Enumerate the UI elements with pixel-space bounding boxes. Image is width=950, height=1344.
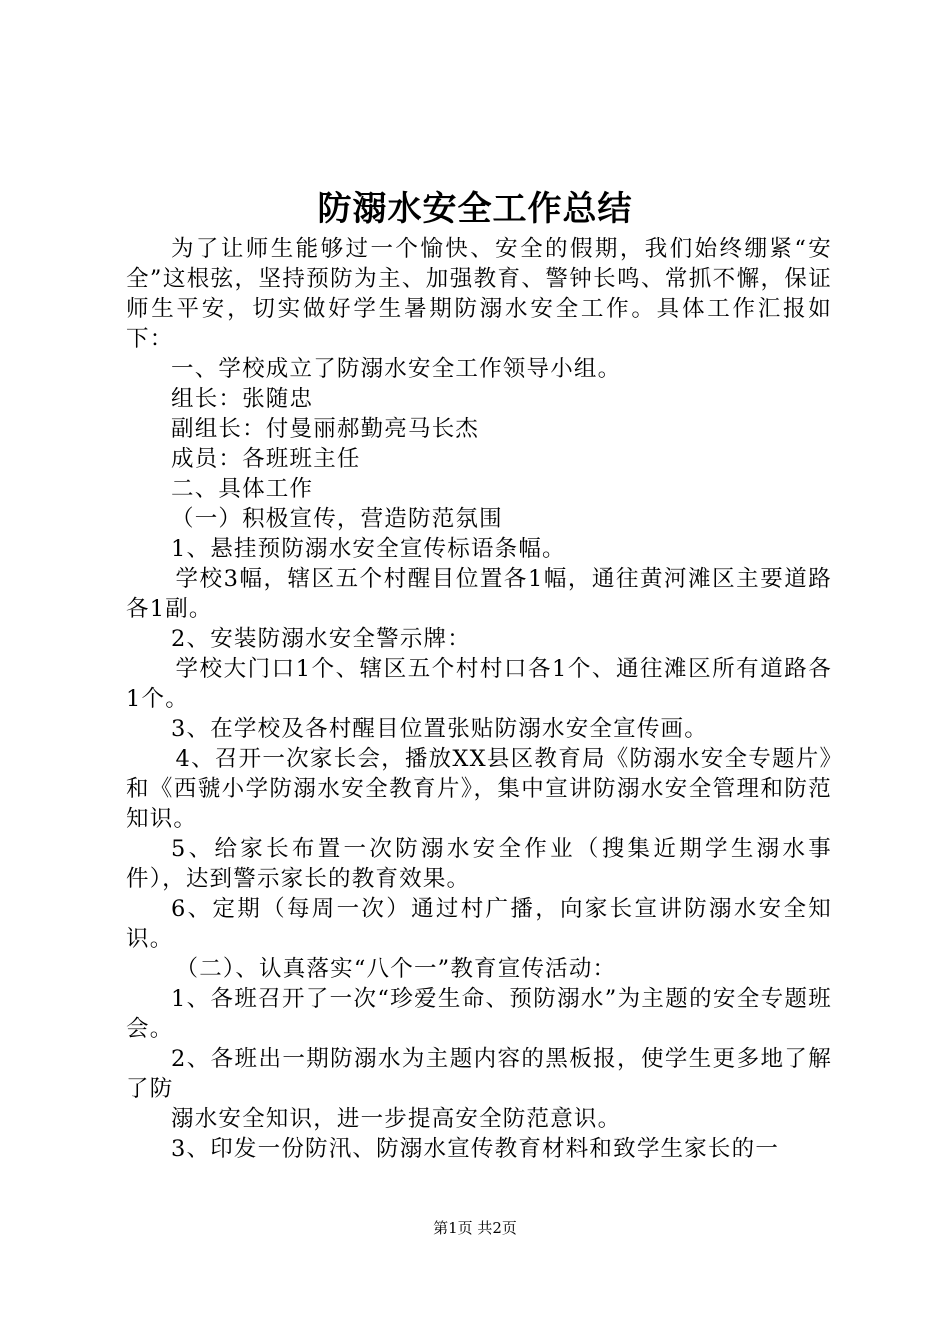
paragraph-item-5: 5、给家长布置一次防溺水安全作业（搜集近期学生溺水事件），达到警示家长的教育效果。 — [126, 836, 832, 892]
paragraph-activity-3: 3、印发一份防汛、防溺水宣传教育材料和致学生家长的一 — [171, 1136, 780, 1162]
paragraph-intro: 为了让师生能够过一个愉快、安全的假期，我们始终绷紧“安全”这根弦，坚持预防为主、加强教育、警钟长鸣、常抓不懈，保证师生平安，切实做好学生暑期防溺水安全工作。具体工作汇报如下： — [126, 236, 832, 352]
paragraph-item-3: 3、在学校及各村醒目位置张贴防溺水安全宣传画。 — [171, 716, 708, 742]
paragraph-members: 成员：各班班主任 — [171, 446, 361, 472]
paragraph-subsection-2: （二）、认真落实“八个一”教育宣传活动： — [175, 956, 617, 982]
document-body — [126, 234, 832, 1164]
paragraph-activity-1: 1、各班召开了一次“珍爱生命、预防溺水”为主题的安全专题班会。 — [126, 986, 832, 1042]
paragraph-item-2-detail: 学校大门口1个、辖区五个村村口各1个、通往滩区所有道路各1个。 — [126, 656, 832, 712]
paragraph-item-4: 4、召开一次家长会，播放XX县区教育局《防溺水安全专题片》和《西虢小学防溺水安全教育片》，集中宣讲防溺水安全管理和防范知识。 — [126, 746, 832, 832]
paragraph-leader: 组长：张随忠 — [171, 386, 314, 412]
paragraph-subsection-1: （一）积极宣传，营造防范氛围 — [171, 506, 503, 532]
paragraph-section-1: 一、学校成立了防溺水安全工作领导小组。 — [171, 356, 622, 382]
paragraph-item-1: 1、悬挂预防溺水安全宣传标语条幅。 — [171, 536, 566, 562]
paragraph-item-1-detail: 学校3幅，辖区五个村醒目位置各1幅，通往黄河滩区主要道路各1副。 — [126, 566, 832, 622]
paragraph-activity-2: 2、各班出一期防溺水为主题内容的黑板报，使学生更多地了解了防 — [126, 1046, 832, 1102]
paragraph-item-2: 2、安装防溺水安全警示牌： — [171, 626, 471, 652]
paragraph-deputy-leader: 副组长：付曼丽郝勤亮马长杰 — [171, 416, 480, 442]
paragraph-activity-2-cont: 溺水安全知识，进一步提高安全防范意识。 — [171, 1106, 622, 1132]
paragraph-section-2: 二、具体工作 — [171, 476, 314, 502]
paragraph-item-6: 6、定期（每周一次）通过村广播，向家长宣讲防溺水安全知识。 — [126, 896, 832, 952]
document-title: 防溺水安全工作总结 — [317, 189, 633, 229]
page-footer: 第1页 共2页 — [433, 1219, 517, 1237]
